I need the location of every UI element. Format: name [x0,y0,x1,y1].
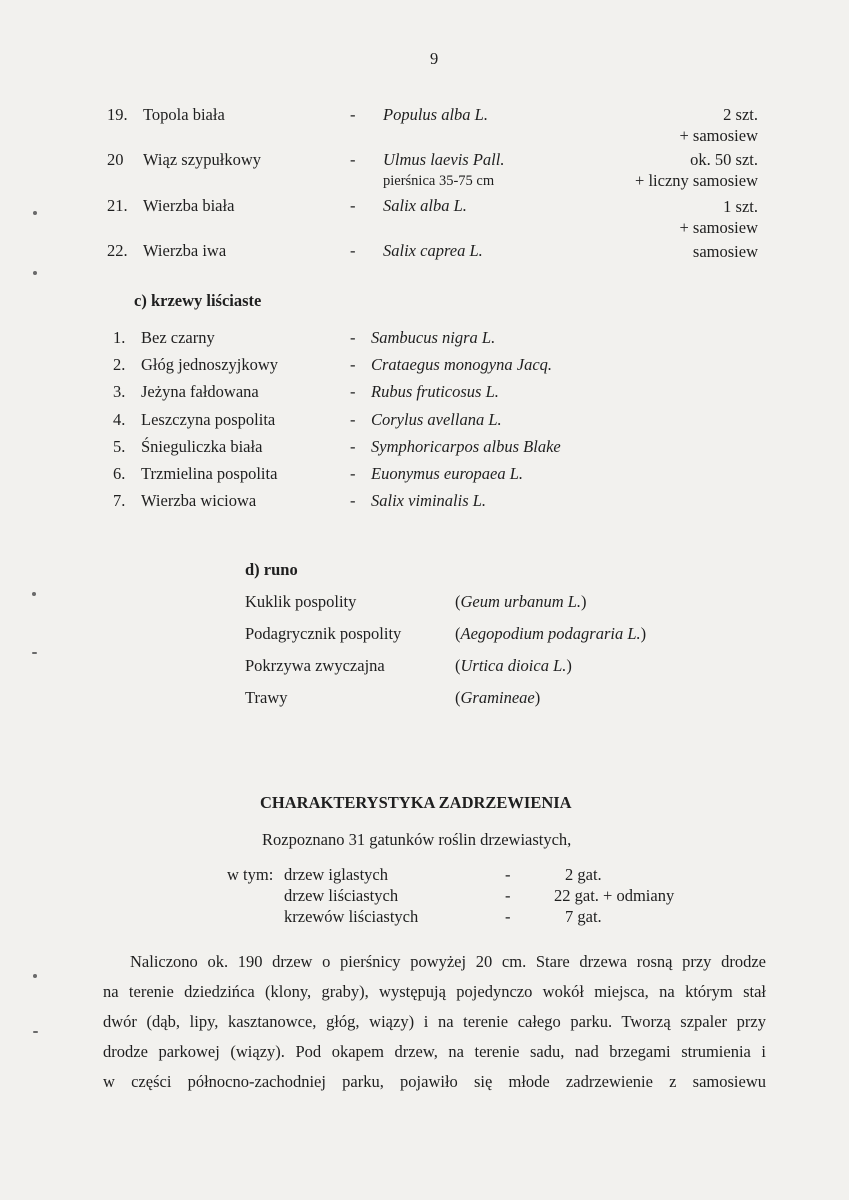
latin-name: Populus alba L. [383,105,488,124]
dash: - [350,437,356,456]
paragraph-line: na terenie dziedzińca (klony, graby), występują pojedynczo wokół miejsca, na którym stał [103,982,766,1001]
breakdown-label: drzew iglastych [284,865,389,884]
item-number: 20 [107,150,124,169]
note: pierśnica 35-75 cm [383,173,495,189]
dash: - [350,196,356,215]
common-name: Pokrzywa zwyczajna [245,656,385,675]
latin-name-wrap: (Gramineae) [455,688,541,707]
item-number: 2. [113,355,126,374]
latin-name-wrap: (Aegopodium podagraria L.) [455,624,647,643]
margin-mark [33,271,37,275]
section-title: CHARAKTERYSTYKA ZADRZEWIENIA [260,793,572,812]
latin-name: Salix alba L. [383,196,467,215]
common-name: Śnieguliczka biała [141,437,263,456]
quantity: samosiew [692,242,758,261]
breakdown-prefix: w tym: [227,865,274,884]
latin-name: Aegopodium podagraria L. [460,624,641,643]
margin-mark [32,592,36,596]
item-number: 21. [107,196,128,215]
item-number: 5. [113,437,126,456]
undergrowth-heading: d) runo [245,560,298,579]
breakdown-value: 7 gat. [565,907,602,926]
section-intro: Rozpoznano 31 gatunków roślin drzewiastych, [262,830,572,849]
latin-name: Urtica dioica L. [460,656,567,675]
breakdown-label: drzew liściastych [284,886,399,905]
latin-name: Crataegus monogyna Jacq. [371,355,553,374]
dash: - [350,464,356,483]
margin-mark [32,652,37,654]
item-number: 7. [113,491,126,510]
dash: - [350,328,356,347]
breakdown-value: 2 gat. [565,865,602,884]
latin-name: Rubus fruticosus L. [371,382,499,401]
paragraph-line: dwór (dąb, lipy, kasztanowce, głóg, wiązy) i na terenie całego parku. Tworzą szpaler przy [103,1012,766,1031]
paragraph-line: w części północno-zachodniej parku, pojawiło się młode zadrzewienie z samosiewu [103,1072,766,1091]
dash: - [350,491,356,510]
latin-name: Gramineae [460,688,535,707]
item-number: 22. [107,241,128,260]
common-name: Wierzba iwa [143,241,227,260]
common-name: Trawy [245,688,288,707]
dash: - [350,382,356,401]
breakdown-value: 22 gat. + odmiany [554,886,675,905]
latin-name: Salix viminalis L. [371,491,487,510]
item-number: 6. [113,464,126,483]
dash: - [350,355,356,374]
common-name: Kuklik pospolity [245,592,357,611]
body-paragraph [103,947,766,1097]
latin-name-wrap: (Urtica dioica L.) [455,656,572,675]
margin-mark [33,211,37,215]
latin-name: Euonymus europaea L. [371,464,523,483]
quantity: ok. 50 szt. [690,150,758,169]
dash: - [350,241,356,260]
margin-mark [33,974,37,978]
paragraph-line: Naliczono ok. 190 drzew o pierśnicy powyżej 20 cm. Stare drzewa rosną przy drodze [130,952,766,971]
dash: - [350,150,356,169]
common-name: Jeżyna fałdowana [141,382,259,401]
latin-name: Salix caprea L. [383,241,483,260]
dash: - [505,886,511,905]
common-name: Bez czarny [141,328,215,347]
dash: - [505,865,511,884]
latin-name: Sambucus nigra L. [371,328,496,347]
dash: - [350,410,356,429]
latin-name: Geum urbanum L. [460,592,582,611]
item-number: 1. [113,328,126,347]
common-name: Trzmielina pospolita [141,464,278,483]
item-number: 4. [113,410,126,429]
dash: - [505,907,511,926]
item-number: 3. [113,382,126,401]
shrubs-heading: c) krzewy liściaste [134,291,262,310]
page-number: 9 [430,49,439,68]
common-name: Podagrycznik pospolity [245,624,402,643]
latin-name-wrap: (Geum urbanum L.) [455,592,587,611]
quantity-extra: + liczny samosiew [635,171,758,190]
quantity: 2 szt. [723,105,758,124]
quantity-extra: + samosiew [679,126,758,145]
breakdown-label: krzewów liściastych [284,907,419,926]
quantity: 1 szt. [723,197,758,216]
margin-mark [33,1031,38,1033]
dash: - [350,105,356,124]
common-name: Leszczyna pospolita [141,410,276,429]
common-name: Wierzba wiciowa [141,491,257,510]
quantity-extra: + samosiew [679,218,758,237]
latin-name: Ulmus laevis Pall. [383,150,505,169]
common-name: Topola biała [143,105,225,124]
paragraph-line: drodze parkowej (wiązy). Pod okapem drzew, na terenie sadu, nad brzegami strumienia i [103,1042,766,1061]
common-name: Wierzba biała [143,196,235,215]
common-name: Wiąz szypułkowy [143,150,262,169]
latin-name: Symphoricarpos albus Blake [371,437,561,456]
item-number: 19. [107,105,128,124]
latin-name: Corylus avellana L. [371,410,502,429]
common-name: Głóg jednoszyjkowy [141,355,279,374]
